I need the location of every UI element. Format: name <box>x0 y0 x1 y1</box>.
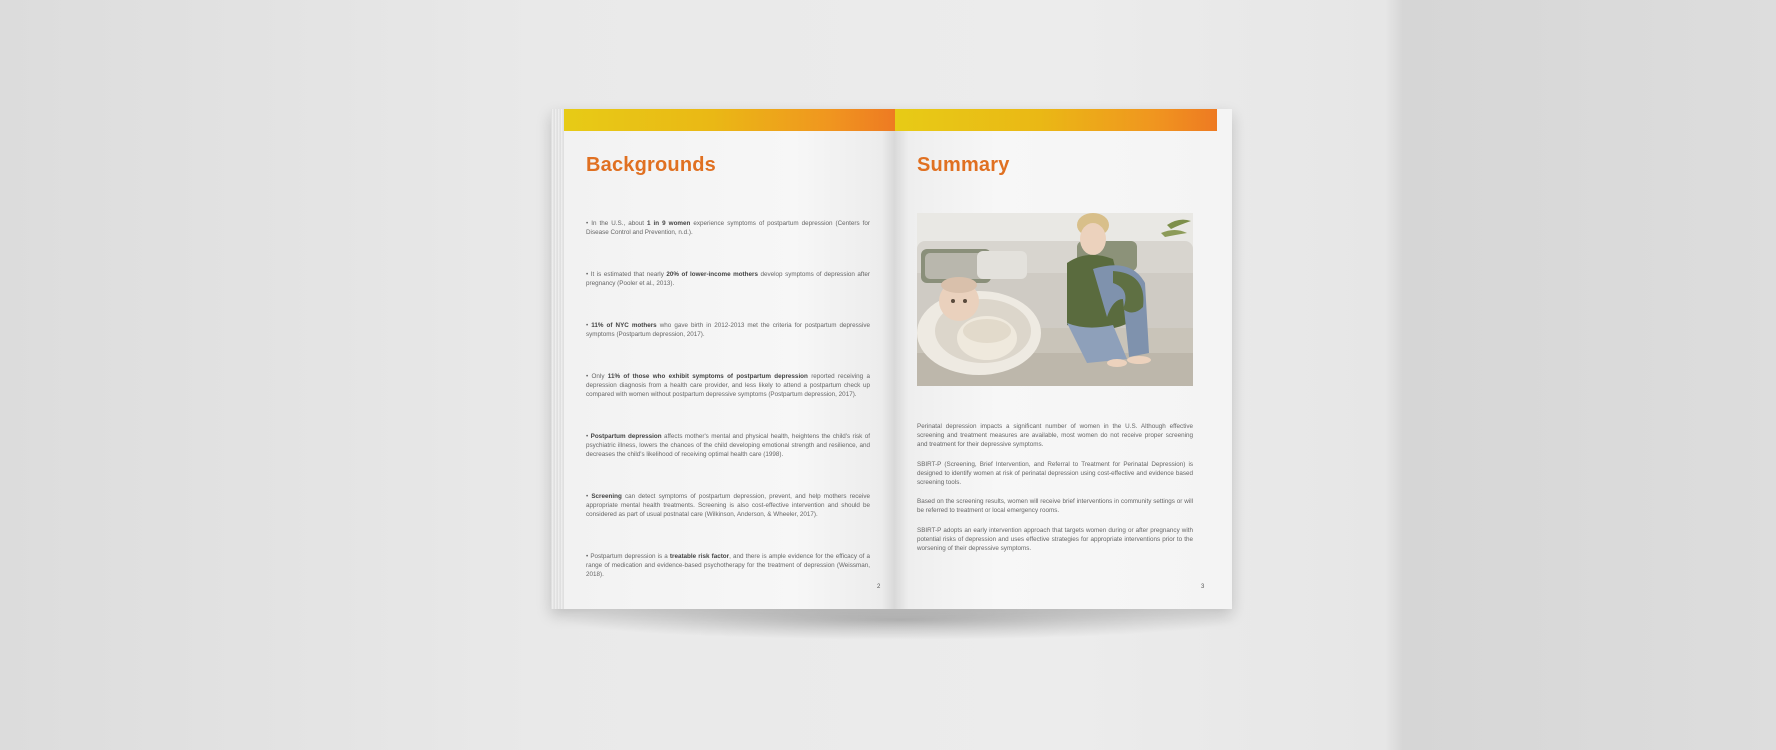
page-title: Backgrounds <box>586 154 717 176</box>
summary-text <box>917 422 1193 563</box>
bullet-item: • In the U.S., about 1 in 9 women experience symptoms of postpartum depression (Centers for Disease Control and Prevention, n.d.). <box>586 220 870 237</box>
bullet-item: • It is estimated that nearly 20% of lower-income mothers develop symptoms of depression after pregnancy (Pooler et al., 2013). <box>586 270 871 288</box>
right-page <box>895 109 1232 609</box>
page-number: 2 <box>877 584 881 590</box>
left-page <box>564 109 895 609</box>
bullet-item: • 11% of NYC mothers who gave birth in 2012-2013 met the criteria for postpartum depressive symptoms (Postpartum depression, 2017). <box>586 321 870 339</box>
bullet-item: • Postpartum depression affects mother's mental and physical health, heightens the child's risk of psychiatric illness, lowers the chances of the child developing emotional strength and resilience, and decreases the child's likelihood of receiving optimal health care (1998). <box>586 432 870 459</box>
background-bullet-list <box>586 219 870 609</box>
mother-and-baby-photo <box>917 213 1193 386</box>
header-color-bar <box>895 109 1217 131</box>
summary-paragraph: SBIRT-P adopts an early intervention approach that targets women during or after pregnancy with potential risks of depression and uses effective strategies for appropriate interventions prior to the worsening of their depressive symptoms. <box>917 526 1193 553</box>
header-color-bar <box>564 109 895 131</box>
bullet-item: • Postpartum depression is a treatable risk factor, and there is ample evidence for the efficacy of a range of medication and evidence-based psychotherapy for the treatment of depression (Weissman, 2018). <box>586 553 870 579</box>
page-edges <box>551 109 565 609</box>
photo-illustration <box>917 213 1193 386</box>
summary-paragraph: Based on the screening results, women will receive brief interventions in community settings or will be referred to treatment or local emergency rooms. <box>917 498 1193 515</box>
page-title: Summary <box>917 154 1010 176</box>
summary-paragraph: Perinatal depression impacts a significant number of women in the U.S. Although effective screening and treatment measures are available, most women do not receive proper screening and treatment for their depressive symptoms. <box>917 423 1193 449</box>
bullet-item: • Screening can detect symptoms of postpartum depression, prevent, and help mothers receive appropriate mental health treatments. Screening is also cost-effective intervention and should be considered as part of usual postnatal care (Wilkinson, Anderson, & Wheeler, 2017). <box>586 492 870 519</box>
bullet-item: • Only 11% of those who exhibit symptoms of postpartum depression reported receiving a depression diagnosis from a health care provider, and less likely to attend a postpartum check up compared with women without postpartum depressive symptoms (Postpartum depression, 2017). <box>586 372 871 399</box>
summary-paragraph: SBIRT-P (Screening, Brief Intervention, and Referral to Treatment for Perinatal Depression) is designed to identify women at risk of perinatal depression using cost-effective and evidence based screening tools. <box>917 460 1193 487</box>
page-number: 3 <box>1201 584 1205 590</box>
